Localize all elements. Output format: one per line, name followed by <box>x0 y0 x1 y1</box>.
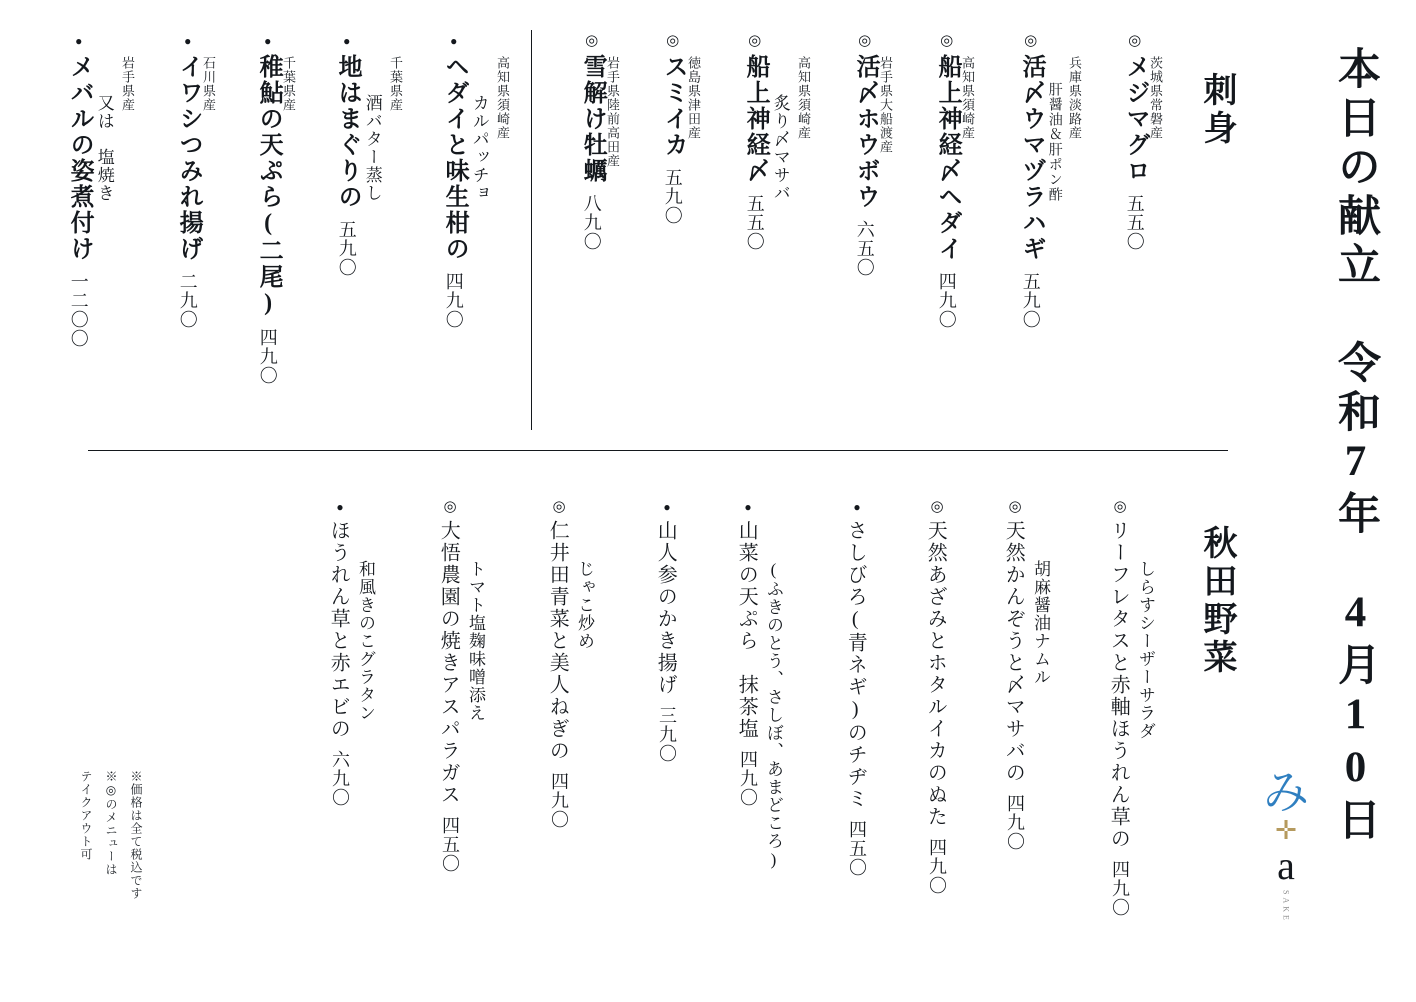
item-price: 五五〇 <box>744 194 765 251</box>
page-title <box>1333 46 1378 846</box>
item-name: ヘダイと味生柑の <box>441 54 468 262</box>
footer-notes <box>70 770 145 900</box>
item-name: 山菜の天ぷら 抹茶塩 <box>735 520 758 740</box>
item-name: ほうれん草と赤エビの <box>327 520 350 740</box>
item-price: 四九〇 <box>936 272 957 329</box>
logo-mi-mark: み <box>1263 767 1309 818</box>
takeout-mark-icon <box>1002 500 1028 515</box>
takeout-mark-icon <box>852 34 878 49</box>
item-price: 五九〇 <box>336 220 357 277</box>
item-sub: 又は 塩焼き <box>94 94 114 202</box>
section-divider <box>88 450 1228 451</box>
item-name: 大悟農園の焼きアスパラガス <box>437 520 460 806</box>
takeout-mark-icon <box>1107 500 1133 515</box>
item-name: リーフレタスと赤軸ほうれん草の <box>1107 520 1130 850</box>
item-price: 六九〇 <box>330 750 350 807</box>
item-name: 船上神経〆 <box>742 54 769 184</box>
akita-item-1 <box>1107 500 1161 917</box>
akita-item-3 <box>924 500 950 895</box>
logo-plus-icon: ✛ <box>1275 816 1297 845</box>
item-sub: 炙り〆マサバ <box>770 94 790 202</box>
sashimi-item-2 <box>1018 34 1083 329</box>
bullet-dot-icon <box>255 34 281 49</box>
item-origin: 千葉県産 <box>388 56 403 112</box>
item-price: 一二〇〇 <box>68 272 89 348</box>
akita-item-6 <box>654 500 680 763</box>
item-price: 四九〇 <box>549 772 569 829</box>
section-akita-heading <box>1192 525 1241 677</box>
item-price: 三九〇 <box>657 706 677 763</box>
sashimi-item-6 <box>660 34 702 225</box>
item-name: スミイカ <box>660 54 687 158</box>
item-price: 四九〇 <box>1005 794 1025 851</box>
akita-item-7 <box>546 500 600 829</box>
bullet-dot-icon <box>844 500 870 515</box>
item-origin: 兵庫県淡路産 <box>1067 56 1082 140</box>
item-sub: 肝醤油＆肝ポン酢 <box>1046 82 1062 202</box>
bullet-dot-icon <box>441 34 467 49</box>
bullet-dot-icon <box>66 34 92 49</box>
takeout-mark-icon <box>660 34 686 49</box>
item-price: 八九〇 <box>581 194 602 251</box>
takeout-mark-icon <box>579 34 605 49</box>
bullet-dot-icon <box>327 500 353 515</box>
sashimi-item-3 <box>934 34 976 329</box>
item-name: さしびろ(青ネギ)のチヂミ <box>844 520 867 810</box>
takeout-mark-icon <box>742 34 768 49</box>
item-sub: 酒バター蒸し <box>362 94 382 202</box>
takeout-mark-icon <box>437 500 463 515</box>
item-price: 五五〇 <box>1124 194 1145 251</box>
item-sub: 胡麻醤油ナムル <box>1031 560 1050 686</box>
akita-item-2 <box>1002 500 1056 851</box>
sashimi-heading-text: 刺身 <box>1198 72 1235 148</box>
akita-item-4 <box>844 500 870 877</box>
bullet-dot-icon <box>654 500 680 515</box>
item-sub: トマト塩麹味噌添え <box>466 560 485 722</box>
note-tax: ※価格は全て税込です <box>129 770 143 900</box>
item-price: 四九〇 <box>443 272 464 329</box>
item-name: 船上神経〆ヘダイ <box>934 54 961 262</box>
sashimi-item-4 <box>852 34 894 277</box>
item-name: イワシつみれ揚げ <box>175 54 202 262</box>
item-origin: 茨城県常磐産 <box>1148 56 1163 140</box>
item-sub: しらすシーザーサラダ <box>1136 560 1155 740</box>
item-origin: 千葉県産 <box>281 56 296 112</box>
item-origin: 徳島県津田産 <box>686 56 701 140</box>
bullet-dot-icon <box>735 500 761 515</box>
item-name: 雪解け牡蠣 <box>579 54 606 184</box>
item-sub: カルパッチョ <box>469 94 489 202</box>
page-title-text: 本日の献立 令和7年 4月10日 <box>1332 46 1379 846</box>
bullet-dot-icon <box>175 34 201 49</box>
item-price: 四五〇 <box>847 820 867 877</box>
sashimi-inner-divider <box>531 30 532 430</box>
sashimi-item-12 <box>66 34 136 348</box>
sashimi-item-10 <box>255 34 297 385</box>
takeout-mark-icon <box>1018 34 1044 49</box>
item-price: 六五〇 <box>854 220 875 277</box>
item-origin: 高知県須崎産 <box>796 56 811 140</box>
takeout-mark-icon <box>924 500 950 515</box>
takeout-mark-icon <box>934 34 960 49</box>
item-origin: 石川県産 <box>201 56 216 112</box>
section-sashimi-heading <box>1192 72 1241 148</box>
takeout-mark-icon <box>546 500 572 515</box>
item-price: 五九〇 <box>662 168 683 225</box>
takeout-mark-icon <box>1122 34 1148 49</box>
item-name: 天然かんぞうと〆マサバの <box>1002 520 1025 784</box>
item-origin: 岩手県陸前高田産 <box>605 56 620 168</box>
logo-letter-a: a <box>1277 843 1295 888</box>
item-price: 四九〇 <box>927 838 947 895</box>
item-origin: 高知県須崎産 <box>495 56 510 140</box>
akita-item-5 <box>735 500 789 870</box>
item-name: 活〆ホウボウ <box>852 54 879 210</box>
item-price: 四九〇 <box>257 328 278 385</box>
item-price: 四九〇 <box>738 750 758 807</box>
sashimi-item-7 <box>579 34 621 251</box>
item-sub: 和風きのこグラタン <box>356 560 375 722</box>
item-price: 四九〇 <box>1110 860 1130 917</box>
sashimi-item-5 <box>742 34 812 251</box>
sashimi-item-9 <box>334 34 404 277</box>
note-takeout: テイクアウト可 <box>79 770 93 861</box>
akita-heading-text: 秋田野菜 <box>1198 525 1235 677</box>
akita-item-8 <box>437 500 491 873</box>
item-name: 稚鮎の天ぷら(二尾) <box>255 54 282 318</box>
bullet-dot-icon <box>334 34 360 49</box>
item-name: 天然あざみとホタルイカのぬた <box>924 520 947 828</box>
item-name: メジマグロ <box>1122 54 1149 184</box>
item-name: 地はまぐりの <box>334 54 361 210</box>
logo <box>1241 767 1331 960</box>
item-origin: 高知県須崎産 <box>960 56 975 140</box>
item-name: 山人参のかき揚げ <box>654 520 677 696</box>
sashimi-item-8 <box>441 34 511 329</box>
item-sub: じゃこ炒め <box>575 560 594 650</box>
sashimi-item-1 <box>1122 34 1164 251</box>
note-takeout-mark: ※◎のメニューは <box>104 770 118 876</box>
item-origin: 岩手県産 <box>120 56 135 112</box>
item-name: 仁井田青菜と美人ねぎの <box>546 520 569 762</box>
akita-item-9 <box>327 500 381 807</box>
item-sub: (ふきのとう、さしぼ、あまどころ) <box>764 560 783 870</box>
item-price: 二九〇 <box>177 272 198 329</box>
sashimi-item-11 <box>175 34 217 329</box>
item-name: メバルの姿煮付け <box>66 54 93 262</box>
item-price: 五九〇 <box>1020 272 1041 329</box>
item-origin: 岩手県大船渡産 <box>878 56 893 154</box>
item-name: 活〆ウマヅラハギ <box>1018 54 1045 262</box>
item-price: 四五〇 <box>440 816 460 873</box>
logo-subtext: SAKE <box>1281 890 1291 923</box>
